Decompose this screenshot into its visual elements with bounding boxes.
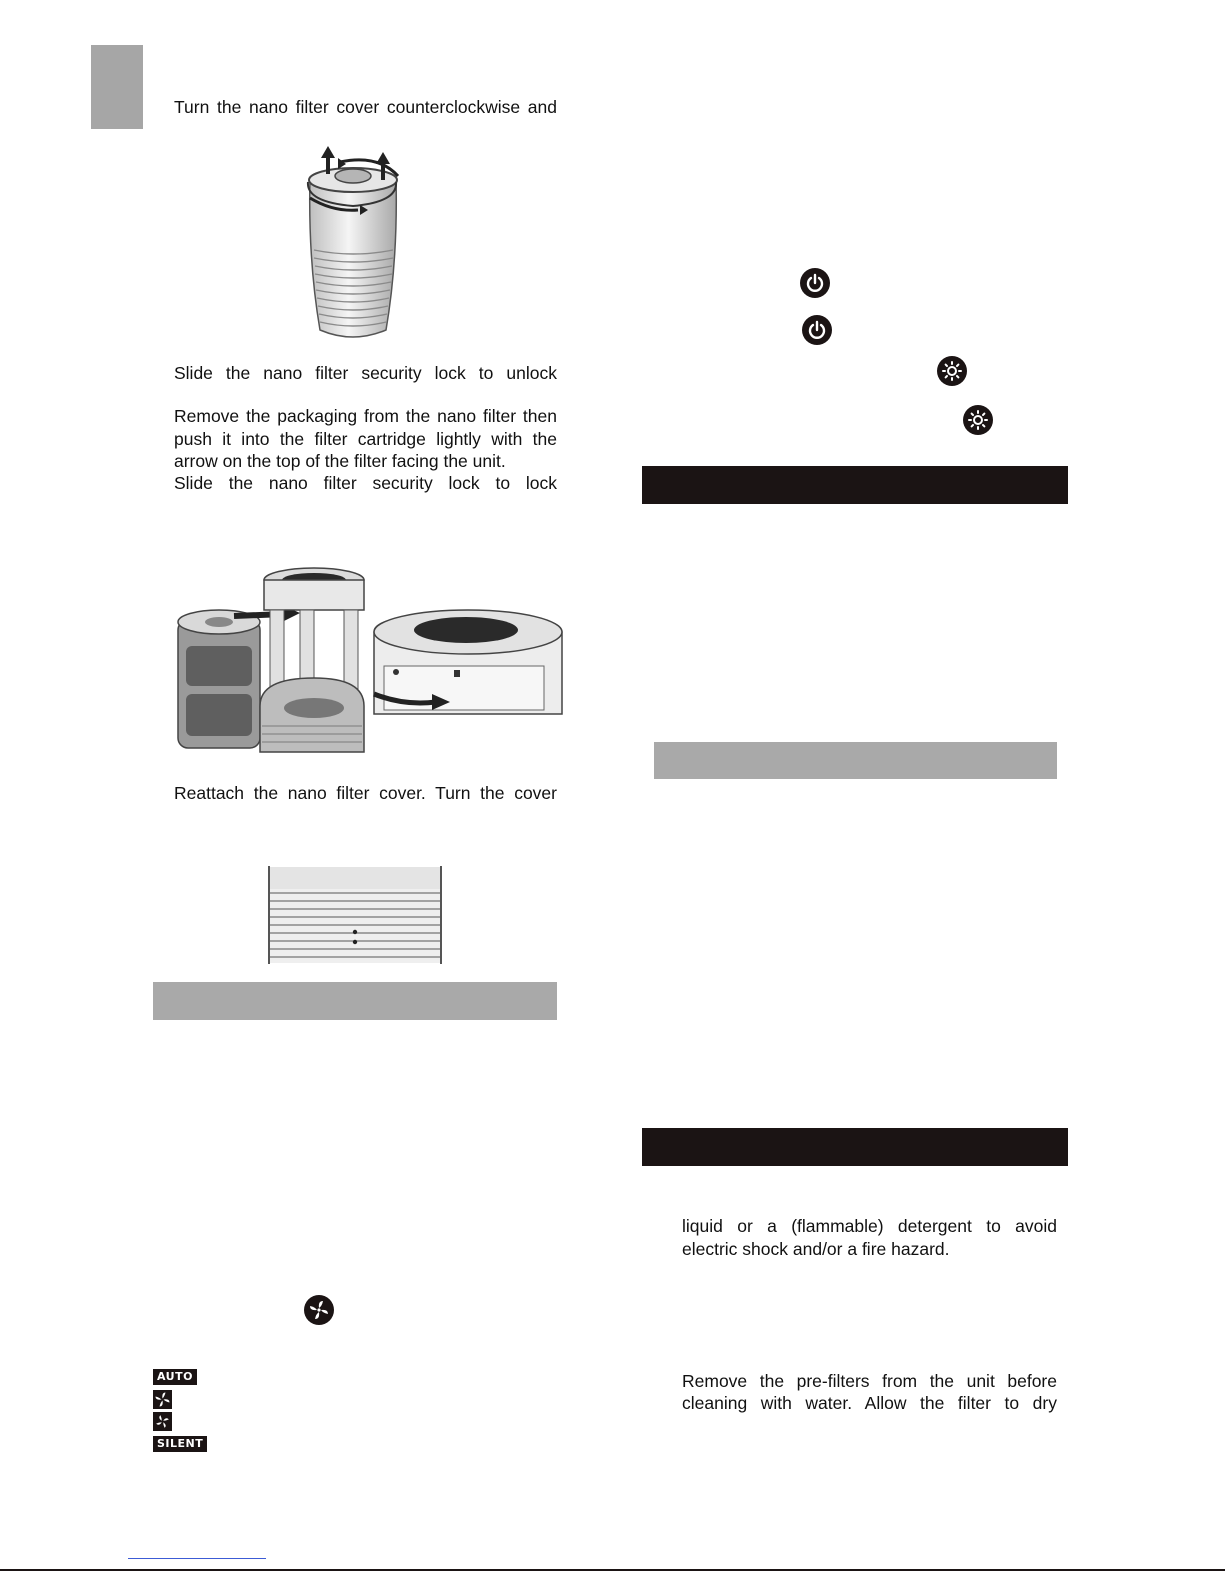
section-header-black-1 (642, 466, 1068, 504)
page-side-tab (91, 45, 143, 129)
footer-link-underline (128, 1558, 266, 1559)
section-header-black-2 (642, 1128, 1068, 1166)
fan-speed-button-icon (304, 1295, 334, 1325)
step-reattach-cover-text: Reattach the nano filter cover. Turn the cover (174, 783, 557, 803)
footer-rule (0, 1569, 1225, 1571)
filter-insert-lock-illustration (174, 566, 564, 756)
silent-mode-label: SILENT (153, 1436, 207, 1452)
prefilter-text-line-2: cleaning with water. Allow the filter to dry (682, 1393, 1057, 1413)
fan-low-icon (153, 1390, 172, 1409)
caution-text-line-2: electric shock and/or a fire hazard. (682, 1239, 950, 1259)
section-header-grey-left (153, 982, 557, 1020)
fan-high-icon (153, 1412, 172, 1431)
section-header-grey-right (654, 742, 1057, 779)
power-button-icon (800, 268, 830, 298)
light-button-icon-2 (963, 405, 993, 435)
step-unlock-text: Slide the nano filter security lock to unlock (174, 363, 557, 383)
auto-mode-label: AUTO (153, 1369, 197, 1385)
power-button-icon-2 (802, 315, 832, 345)
cover-alignment-illustration (268, 866, 442, 964)
caution-text-line-1: liquid or a (flammable) detergent to avoid (682, 1216, 1057, 1236)
purifier-cover-rotate-illustration (298, 140, 408, 345)
step-insert-filter-line-1: Remove the packaging from the nano filter then (174, 406, 557, 426)
step-insert-filter-line-2: push it into the filter cartridge lightly with the (174, 429, 557, 449)
prefilter-text-line-1: Remove the pre-filters from the unit before (682, 1371, 1057, 1391)
step-insert-filter-line-3: arrow on the top of the filter facing the unit. (174, 451, 506, 471)
light-button-icon (937, 356, 967, 386)
step-lock-text: Slide the nano filter security lock to lock (174, 473, 557, 493)
step-turn-cover-text: Turn the nano filter cover counterclockwise and (174, 97, 557, 117)
